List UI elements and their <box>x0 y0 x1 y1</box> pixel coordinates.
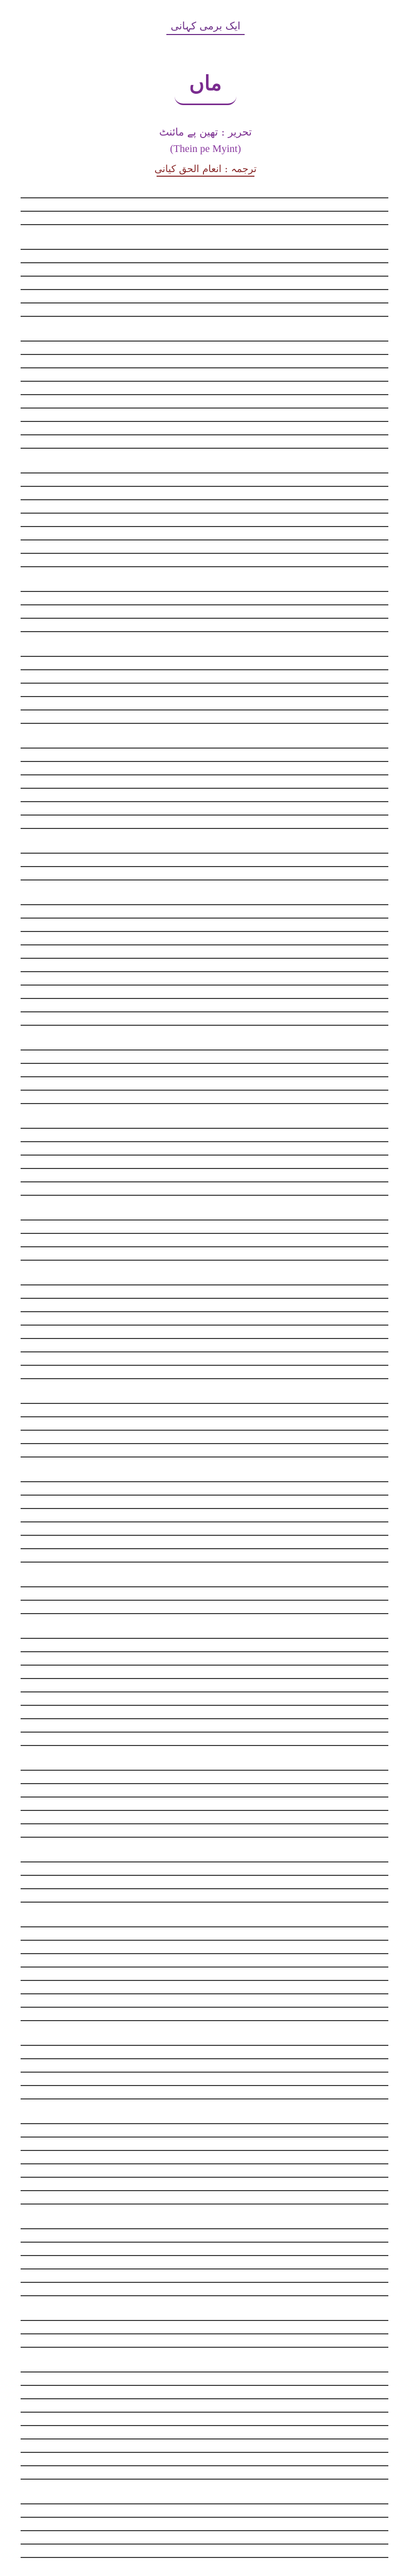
body-paragraph <box>21 466 388 573</box>
body-paragraph <box>21 334 388 455</box>
body-paragraph <box>21 191 388 231</box>
body-paragraph <box>21 1278 388 1385</box>
body-paragraph <box>21 1632 388 1752</box>
author-line: تحریر : تھین پے مائنٹ <box>159 126 252 138</box>
body-paragraph <box>21 2497 388 2564</box>
body-paragraph <box>21 1397 388 1464</box>
series-label: ایک برمی کہانی <box>166 20 244 35</box>
body-paragraph <box>21 2222 388 2302</box>
body-paragraph <box>21 1764 388 1844</box>
body-paragraph <box>21 2039 388 2106</box>
body-paragraph <box>21 585 388 638</box>
body-paragraph <box>21 1855 388 1909</box>
author-latin-name: (Thein pe Myint) <box>170 143 241 155</box>
body-paragraph <box>21 243 388 323</box>
body-paragraph <box>21 1122 388 1202</box>
body-paragraph <box>21 1580 388 1620</box>
body-paragraph <box>21 1475 388 1569</box>
body-paragraph <box>21 2117 388 2211</box>
body-paragraph <box>21 1043 388 1110</box>
body-paragraph <box>21 2365 388 2486</box>
body-paragraph <box>21 898 388 1032</box>
body-paragraph <box>21 2314 388 2354</box>
article-header <box>0 0 411 177</box>
article-title: ماں <box>189 71 222 95</box>
article-body <box>0 177 411 2576</box>
body-paragraph <box>21 650 388 730</box>
body-paragraph <box>21 741 388 835</box>
body-paragraph <box>21 846 388 887</box>
body-paragraph <box>21 1920 388 2027</box>
title-flourish <box>175 96 236 105</box>
body-paragraph <box>21 1213 388 1267</box>
translator-line: ترجمہ : انعام الحق کیانی <box>154 163 257 175</box>
